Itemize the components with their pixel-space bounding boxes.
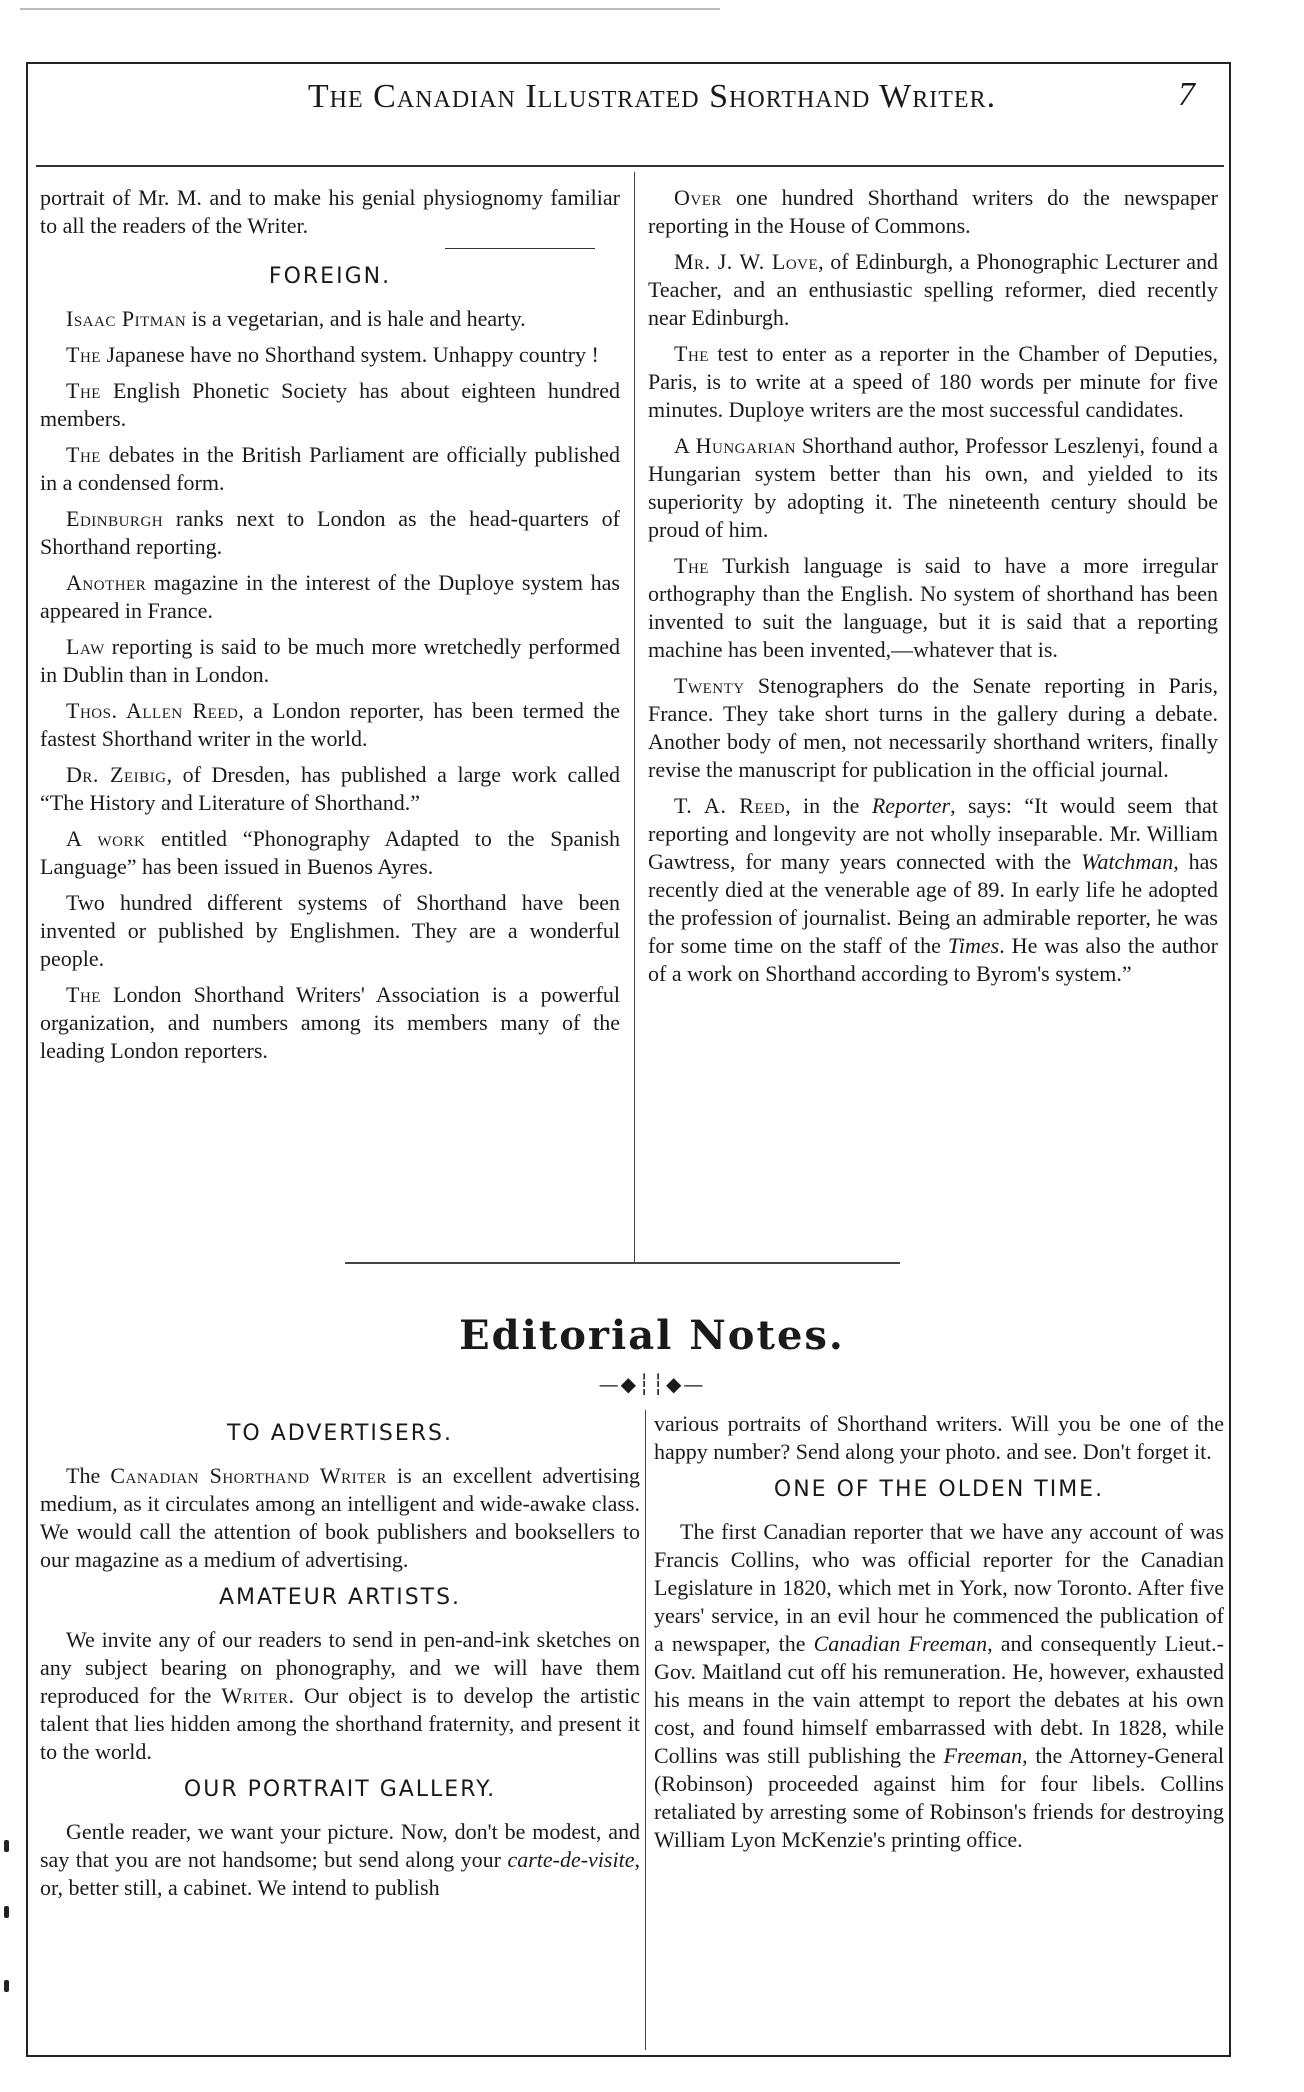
intro-paragraph: portrait of Mr. M. and to make his genial physiognomy familiar to all the readers of the Writer. bbox=[40, 185, 620, 238]
item-lead: Another bbox=[66, 570, 147, 595]
news-item bbox=[40, 569, 620, 625]
item-text: one hundred Shorthand writers do the newspaper reporting in the House of Commons. bbox=[648, 185, 1218, 238]
item-lead: The bbox=[66, 342, 101, 367]
item-text: magazine in the interest of the Duploye system has appeared in France. bbox=[40, 570, 620, 623]
item-text: entitled “Phonography Adapted to the Spanish Language” has been issued in Buenos Ayres. bbox=[40, 826, 620, 879]
item-lead: A Hungarian bbox=[674, 433, 796, 458]
item-lead: The bbox=[66, 982, 101, 1007]
news-item bbox=[648, 552, 1218, 664]
news-item bbox=[40, 341, 620, 369]
advertisers-heading: TO ADVERTISERS. bbox=[226, 1421, 454, 1446]
news-item bbox=[40, 505, 620, 561]
header-rule bbox=[36, 165, 1224, 167]
news-item bbox=[648, 672, 1218, 784]
item-text: ranks next to London as the head-quarters of Shorthand reporting. bbox=[40, 506, 620, 559]
advertisers-paragraph: The Canadian Shorthand Writer is an excellent advertising medium, as it circulates among an intelligent and wide-awake class. We would call the attention of book publishers and booksellers to our magazine as a medium of advertising. bbox=[40, 1463, 641, 1572]
item-text: , of Dresden, has published a large work called “The History and Literature of Shorthand.” bbox=[40, 762, 621, 815]
editorial-title: Editorial Notes. bbox=[459, 1312, 845, 1359]
news-items bbox=[648, 184, 1218, 784]
reed-paragraph: T. A. Reed, in the Reporter, says: “It would seem that reporting and longevity are not wholly inseparable. Mr. William Gawtress, for many years connected with the Watchman, has recently died at the venerable age of 89. In early life he adopted the profession of journalist. Being an admirable reporter, he was for some time on the staff of the Times. He was also the author of a work on Shorthand according to Byrom's system.” bbox=[648, 793, 1219, 986]
gallery-continued: various portraits of Shorthand writers. Will you be one of the happy number? Send along your photo. and see. Don't forget it. bbox=[654, 1411, 1224, 1464]
gallery-paragraph: Gentle reader, we want your picture. Now, don't be modest, and say that you are not handsome; but send along your carte-de-visite, or, better still, a cabinet. We intend to publish bbox=[40, 1819, 640, 1900]
section-rule bbox=[445, 248, 595, 249]
news-item bbox=[40, 761, 620, 817]
editorial-left-column bbox=[40, 1410, 640, 2050]
news-item bbox=[40, 981, 620, 1065]
news-item bbox=[648, 432, 1218, 544]
news-item bbox=[40, 825, 620, 881]
column-divider bbox=[634, 172, 635, 1262]
news-item bbox=[40, 633, 620, 689]
news-item bbox=[648, 184, 1218, 240]
item-text: , a London reporter, has been termed the fastest Shorthand writer in the world. bbox=[40, 698, 620, 751]
item-lead: The bbox=[674, 341, 709, 366]
item-lead: The bbox=[66, 442, 101, 467]
news-column bbox=[648, 184, 1218, 1244]
item-text: Shorthand author, Professor Leszlenyi, found a Hungarian system better than his own, and yielded to its superiority by adopting it. The nineteenth century should be proud of him. bbox=[648, 433, 1218, 542]
foreign-column bbox=[40, 184, 620, 1244]
news-item bbox=[648, 248, 1218, 332]
item-lead: A work bbox=[66, 826, 146, 851]
foreign-items bbox=[40, 305, 620, 1065]
news-item bbox=[648, 340, 1218, 424]
margin-marks bbox=[0, 1840, 20, 2040]
artists-heading: AMATEUR ARTISTS. bbox=[218, 1585, 462, 1610]
item-text: , of Edinburgh, a Phonographic Lecturer and Teacher, and an enthusiastic spelling reformer, died recently near Edinburgh. bbox=[648, 249, 1218, 330]
gallery-heading: OUR PORTRAIT GALLERY. bbox=[183, 1777, 497, 1802]
item-text: reporting is said to be much more wretchedly performed in Dublin than in London. bbox=[40, 634, 620, 687]
page-edge-mark bbox=[20, 8, 720, 10]
item-lead: The bbox=[674, 553, 709, 578]
item-text: is a vegetarian, and is hale and hearty. bbox=[186, 306, 526, 331]
item-lead: Law bbox=[66, 634, 105, 659]
olden-paragraph: The first Canadian reporter that we have any account of was Francis Collins, who was official reporter for the Canadian Legislature in 1820, which met in York, now Toronto. After five years' service, in an evil hour he commenced the publication of a newspaper, the Canadian Freeman, and consequently Lieut.-Gov. Maitland cut off his remuneration. He, however, exhausted his means in the vain attempt to report the debates at his own cost, and found himself embarrassed with debt. In 1828, while Collins was still publishing the Freeman, the Attorney-General (Robinson) proceeded against him for four libels. Collins retaliated by arresting some of Robinson's friends for destroying William Lyon McKenzie's printing office. bbox=[654, 1519, 1225, 1852]
news-item bbox=[40, 305, 620, 333]
item-text: London Shorthand Writers' Association is a powerful organization, and numbers among its members many of the leading London reporters. bbox=[40, 982, 620, 1063]
item-text: Turkish language is said to have a more irregular orthography than the English. No system of shorthand has been invented to suit the language, but it is said that a reporting machine has been invented,—whatever that is. bbox=[648, 553, 1218, 662]
item-text: English Phonetic Society has about eighteen hundred members. bbox=[40, 378, 620, 431]
editorial-right-column bbox=[654, 1410, 1224, 2050]
item-text: debates in the British Parliament are officially published in a condensed form. bbox=[40, 442, 620, 495]
news-item bbox=[40, 441, 620, 497]
item-text: Two hundred different systems of Shorthand have been invented or published by Englishmen. They are a wonderful people. bbox=[40, 890, 620, 971]
news-item bbox=[40, 697, 620, 753]
item-lead: The bbox=[66, 378, 101, 403]
ornament: —◆┆┆◆— bbox=[598, 1372, 706, 1396]
item-lead: Thos. Allen Reed bbox=[66, 698, 239, 723]
foreign-heading: FOREIGN. bbox=[268, 264, 392, 289]
item-lead: Dr. Zeibig bbox=[66, 762, 167, 787]
section-divider bbox=[345, 1262, 900, 1264]
item-lead: Isaac Pitman bbox=[66, 306, 187, 331]
artists-paragraph: We invite any of our readers to send in pen-and-ink sketches on any subject bearing on phonography, and we will have them reproduced for the Writer. Our object is to develop the artistic talent that lies hidden among the shorthand fraternity, and present it to the world. bbox=[40, 1627, 640, 1764]
page-title: The Canadian Illustrated Shorthand Writer. bbox=[307, 78, 997, 115]
item-text: Stenographers do the Senate reporting in Paris, France. They take short turns in the gallery during a debate. Another body of men, not necessarily shorthand writers, finally revise the manuscript for publication in the official journal. bbox=[648, 673, 1218, 782]
column-divider-bottom bbox=[645, 1410, 646, 2050]
item-lead: Twenty bbox=[674, 673, 745, 698]
news-item bbox=[40, 889, 620, 973]
item-text: test to enter as a reporter in the Chamber of Deputies, Paris, is to write at a speed of 180 words per minute for five minutes. Duploye writers are the most successful candidates. bbox=[648, 341, 1218, 422]
item-text: Japanese have no Shorthand system. Unhappy country ! bbox=[100, 342, 599, 367]
page-number: 7 bbox=[1178, 76, 1195, 113]
item-lead: Edinburgh bbox=[66, 506, 164, 531]
item-lead: Mr. J. W. Love bbox=[674, 249, 819, 274]
olden-heading: ONE OF THE OLDEN TIME. bbox=[773, 1477, 1105, 1502]
news-item bbox=[40, 377, 620, 433]
item-lead: Over bbox=[674, 185, 722, 210]
